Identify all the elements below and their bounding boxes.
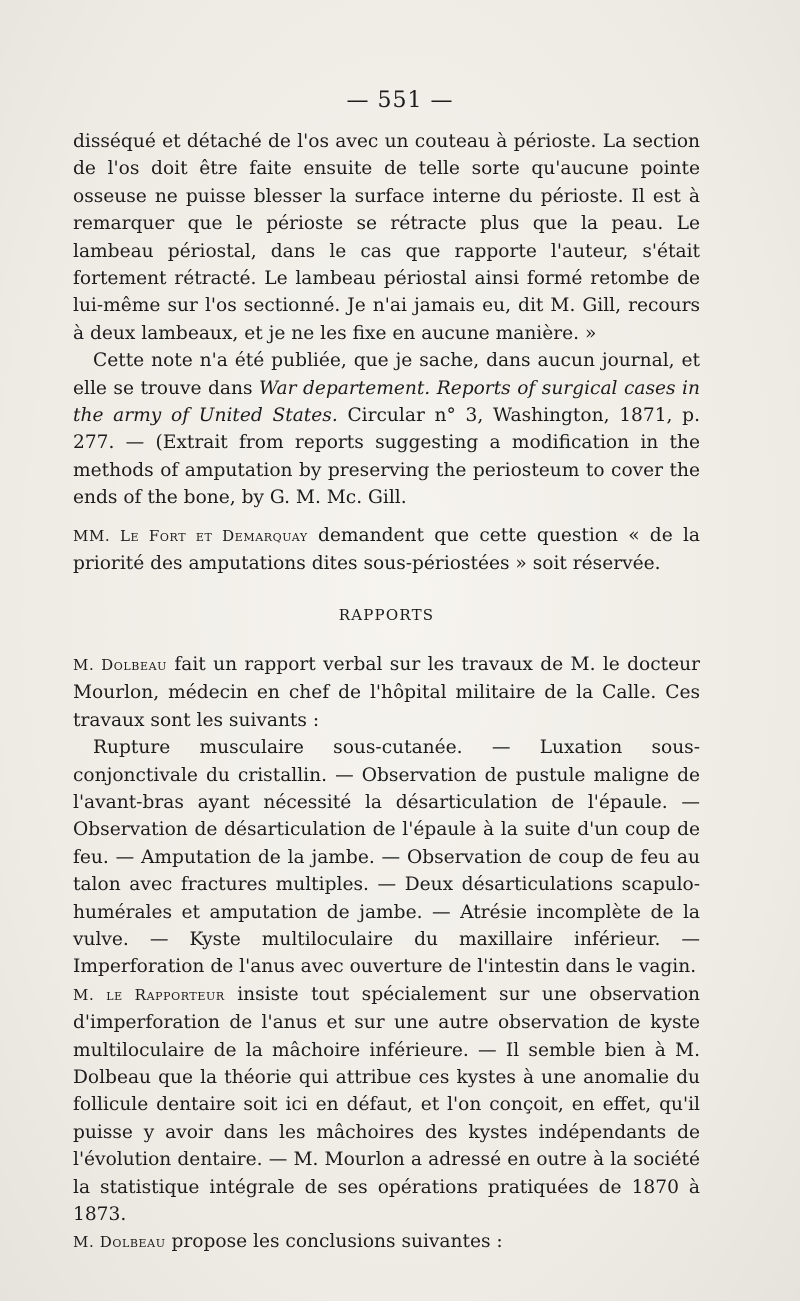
- paragraph-text: fait un rapport verbal sur les travaux de M. le docteur Mourlon, médecin en chef de l'hôpital militaire de la Calle. Ces travaux sont les suivants :: [73, 653, 700, 731]
- body-text: [73, 128, 700, 1257]
- page-number: — 551 —: [346, 88, 454, 113]
- speaker-name: MM. Le Fort et Demarquay: [73, 526, 308, 545]
- paragraph-text: Cette note n'a été publiée, que je sache, dans aucun journal, et elle se trouve dans: [73, 350, 700, 399]
- paragraph-works-list: Rupture musculaire sous-cutanée. — Luxation sous-conjonctivale du cristallin. — Observation de pustule maligne de l'avant-bras ayant nécessité la désarticulation de l'épaule. — Observation de désarticulation de l'épaule à la suite d'un coup de feu. — Amputation de la jambe. — Observation de coup de feu au talon avec fractures multiples. — Deux désarticulations scapulo-humérales et amputation de jambe. — Atrésie incomplète de la vulve. — Kyste multiloculaire du maxillaire inférieur. — Imperforation de l'anus avec ouverture de l'intestin dans le vagin.: [73, 737, 700, 978]
- paragraph-conclusions: [73, 1228, 700, 1256]
- paragraph-text: demandent que cette question « de la priorité des amputations dites sous-périostées » soit réservée.: [73, 524, 700, 575]
- paragraph-text: insiste tout spécialement sur une observation d'imperforation de l'anus et sur une autre observation de kyste multiloculaire de la mâchoire inférieure. — Il semble bien à M. Dolbeau que la théorie qui attribue ces kystes à une anomalie du follicule dentaire soit ici en défaut, et l'on conçoit, en effet, qu'il puisse y avoir dans les mâchoires des kystes indépendants de l'évolution dentaire. — M. Mourlon a adressé en outre à la société la statistique intégrale de ses opérations pratiquées de 1870 à 1873.: [73, 983, 700, 1226]
- publication-title: War departement. Reports of surgical cases in the army of United States.: [73, 377, 700, 427]
- paragraph-continuation: disséqué et détaché de l'os avec un couteau à périoste. La section de l'os doit être faite ensuite de telle sorte qu'aucune pointe osseuse ne puisse blesser la surface interne du périoste. Il est à remarquer que le périoste se rétracte plus que la peau. Le lambeau périostal, dans le cas que rapporte l'auteur, s'était fortement rétracté. Le lambeau périostal ainsi formé retombe de lui-même sur l'os sectionné. Je n'ai jamais eu, dit M. Gill, recours à deux lambeaux, et je ne les fixe en aucune manière. »: [73, 131, 700, 344]
- speaker-name: M. Dolbeau: [73, 1233, 166, 1252]
- speaker-name: M. le Rapporteur: [73, 985, 225, 1004]
- paragraph-rapporteur: [73, 981, 700, 1229]
- paragraph-dolbeau-report: [73, 651, 700, 734]
- section-heading: RAPPORTS: [338, 605, 435, 624]
- paragraph-le-fort: [73, 522, 700, 578]
- paragraph-note-source: [73, 347, 700, 511]
- speaker-name: M. Dolbeau: [73, 655, 168, 674]
- paragraph-text: propose les conclusions suivantes :: [165, 1231, 503, 1253]
- paragraph-text: Circular n° 3, Washington, 1871, p. 277. — (Extrait from reports suggesting a modification in the methods of amputation by preserving the periosteum to cover the ends of the bone, by G. M. Mc. Gill.: [73, 405, 700, 509]
